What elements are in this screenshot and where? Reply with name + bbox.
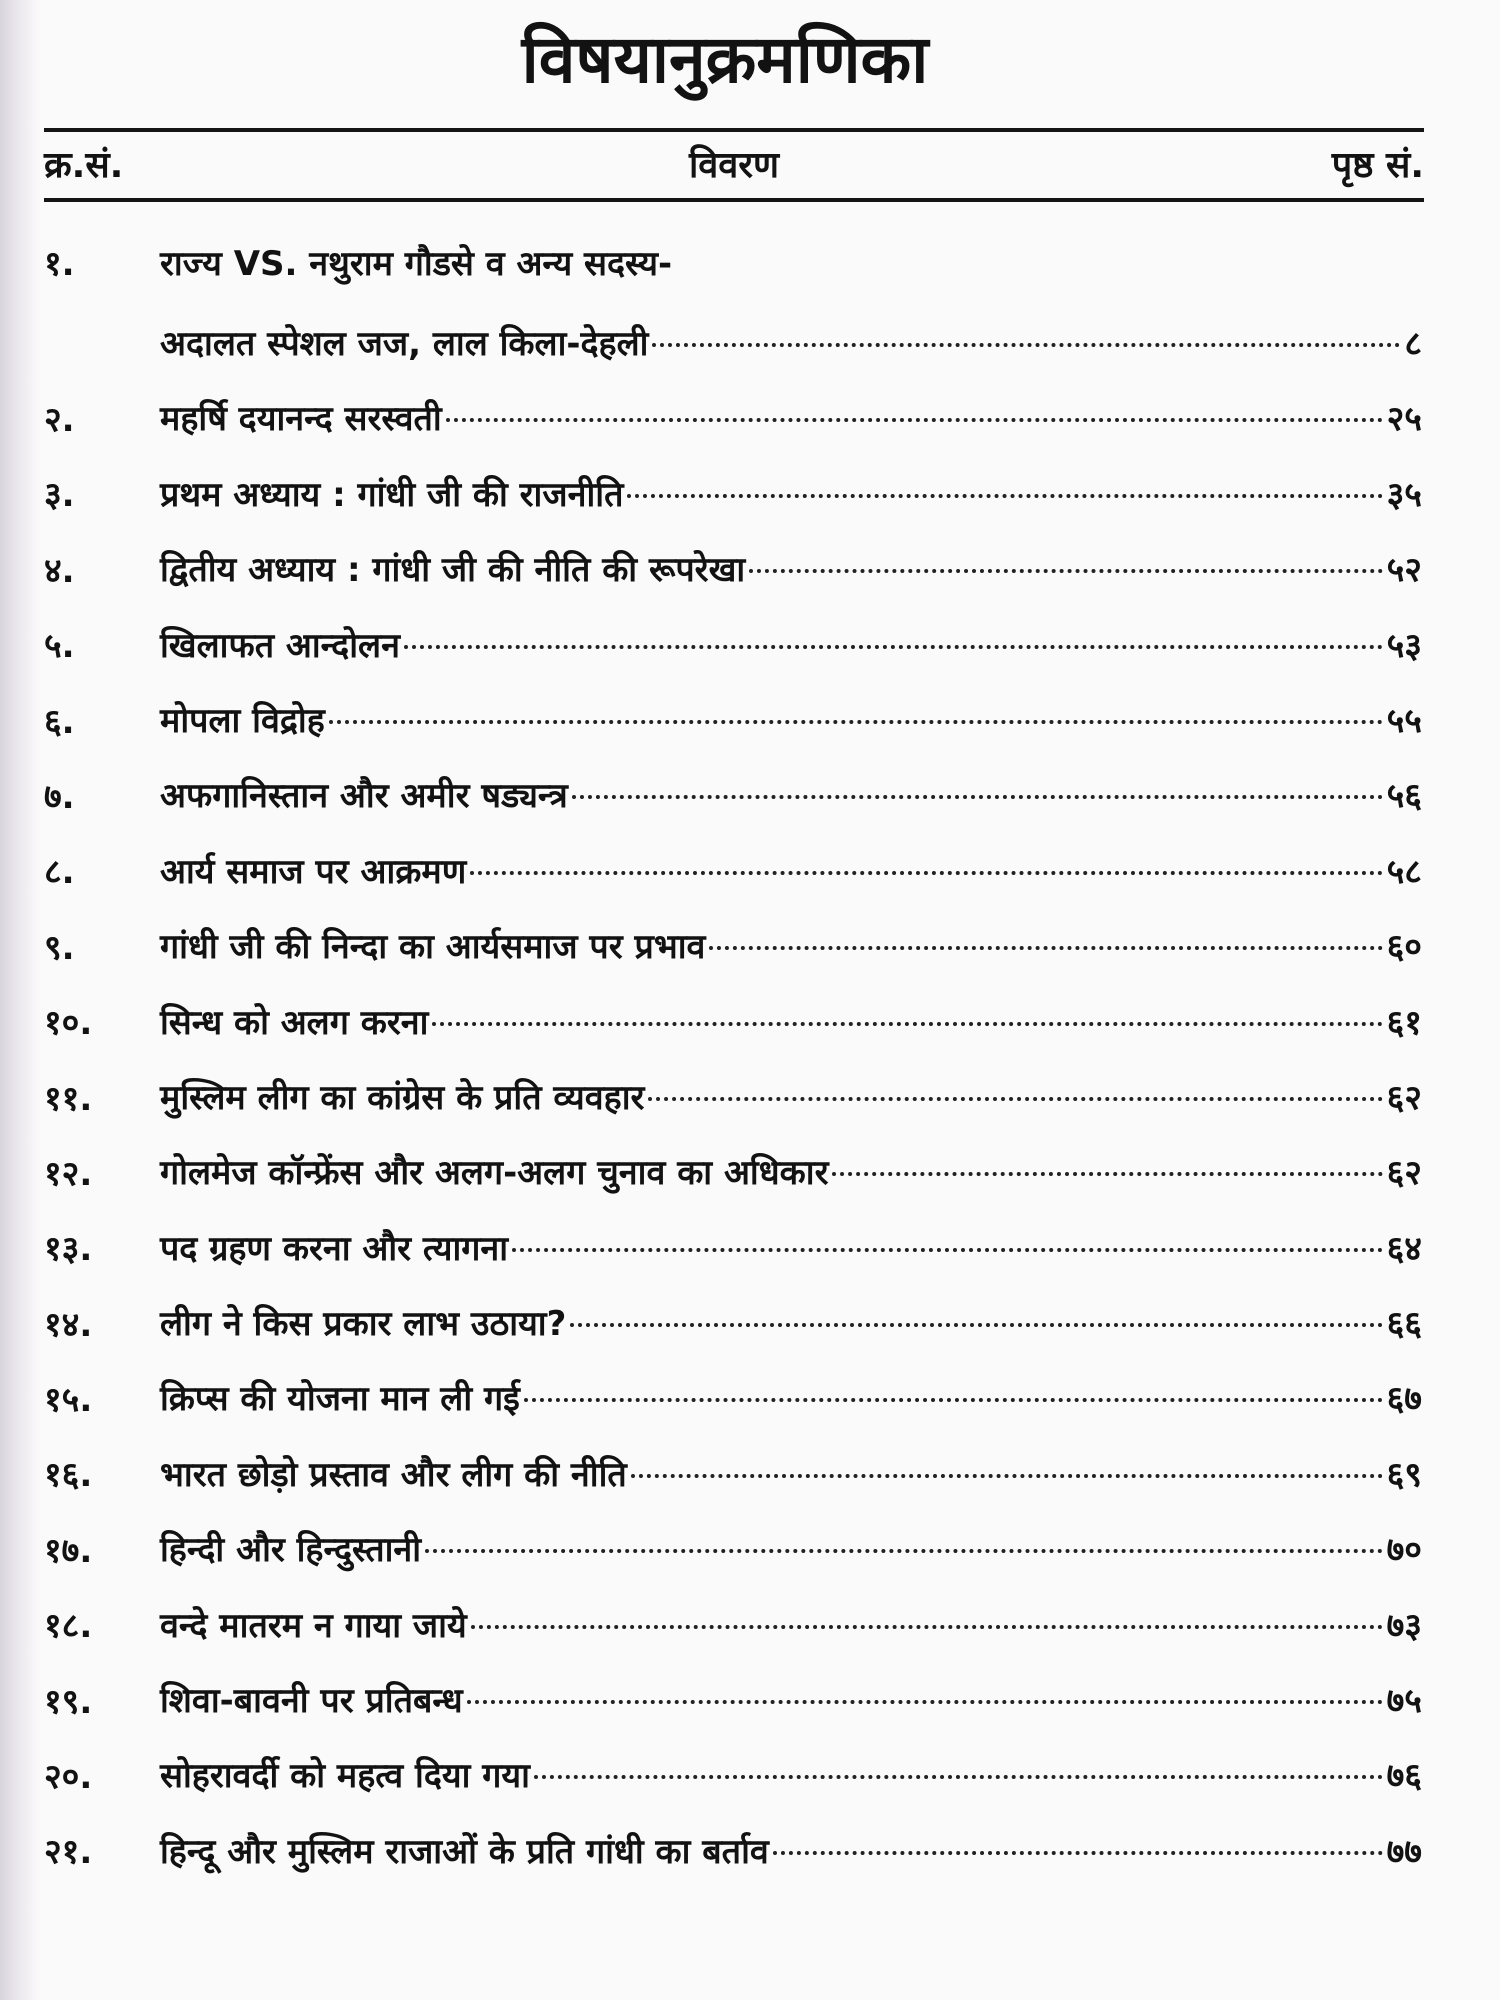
dot-leader (432, 1022, 1382, 1026)
entry-title: मोपला विद्रोह (160, 700, 325, 741)
entry-title: गांधी जी की निन्दा का आर्यसमाज पर प्रभाव (160, 927, 706, 968)
entry-title: आर्य समाज पर आक्रमण (160, 851, 467, 892)
entry-page: ६७ (1386, 1379, 1422, 1420)
entry-line (160, 1286, 1422, 1362)
entry-page: ७६ (1386, 1756, 1422, 1797)
entry-number: १९. (44, 1681, 93, 1722)
toc-list (0, 226, 1500, 1890)
entry-page: ६१ (1386, 1002, 1422, 1043)
dot-leader (512, 1248, 1383, 1252)
entry-title: मुस्लिम लीग का कांग्रेस के प्रति व्यवहार (160, 1077, 645, 1118)
entry-page: ५८ (1386, 851, 1422, 892)
entry-title: वन्दे मातरम न गाया जाये (160, 1605, 467, 1646)
dot-leader (404, 645, 1383, 649)
toc-entry (0, 382, 1500, 457)
header-number: क्र.सं. (44, 145, 124, 186)
toc-entry (0, 1437, 1500, 1512)
dot-leader (425, 1549, 1383, 1553)
entry-title: भारत छोड़ो प्रस्ताव और लीग की नीति (160, 1454, 627, 1495)
entry-number: ३. (44, 475, 75, 516)
entry-number: १०. (44, 1003, 93, 1044)
entry-line (160, 1135, 1422, 1211)
entry-number: १४. (44, 1304, 93, 1345)
dot-leader (709, 946, 1382, 950)
entry-page: ६२ (1386, 1077, 1422, 1118)
entry-page: ५५ (1386, 700, 1422, 741)
dot-leader (467, 1700, 1383, 1704)
dot-leader (534, 1775, 1383, 1779)
entry-number: ९. (44, 927, 75, 968)
toc-entry (0, 608, 1500, 683)
entry-line (160, 758, 1422, 834)
entry-number: २. (44, 400, 75, 440)
entry-page: ६० (1386, 927, 1422, 968)
toc-entry (0, 1739, 1500, 1814)
toc-entry (0, 684, 1500, 759)
dot-leader (627, 494, 1382, 498)
entry-number: १२. (44, 1153, 93, 1194)
entry-title-first-line: राज्य VS. नथुराम गौडसे व अन्य सदस्य- (160, 244, 673, 284)
header-rule (44, 198, 1424, 202)
dot-leader (570, 1323, 1382, 1327)
entry-page: ३५ (1386, 474, 1422, 515)
toc-entry (0, 1287, 1500, 1362)
entry-line (160, 1512, 1422, 1588)
entry-line (160, 1814, 1422, 1890)
dot-leader (524, 1398, 1383, 1402)
entry-title: सिन्ध को अलग करना (160, 1002, 429, 1043)
entry-title: खिलाफत आन्दोलन (160, 625, 400, 666)
dot-leader (773, 1851, 1383, 1855)
entry-line (160, 1361, 1422, 1437)
entry-title: द्वितीय अध्याय : गांधी जी की नीति की रूपरेखा (160, 550, 746, 591)
entry-line (160, 1437, 1422, 1513)
entry-page: ७० (1386, 1530, 1422, 1571)
entry-line (160, 1588, 1422, 1664)
entry-title: अदालत स्पेशल जज, लाल किला-देहली (160, 324, 649, 364)
entry-line (160, 306, 1422, 382)
entry-title: पद ग्रहण करना और त्यागना (160, 1228, 509, 1269)
entry-number: २०. (44, 1757, 93, 1798)
entry-page: ५२ (1386, 550, 1422, 591)
entry-line (160, 1663, 1422, 1739)
entry-number: ८. (44, 852, 75, 893)
entry-number: ४. (44, 550, 75, 591)
entry-number: १८. (44, 1606, 93, 1647)
toc-entry (0, 226, 1500, 382)
entry-page: ६४ (1386, 1228, 1422, 1269)
entry-page: ६२ (1386, 1153, 1422, 1194)
entry-number: ५. (44, 626, 75, 667)
header-description: विवरण (688, 145, 780, 186)
table-header (44, 140, 1424, 192)
toc-entry (0, 834, 1500, 909)
entry-page: ८ (1404, 324, 1422, 364)
dot-leader (329, 720, 1383, 724)
entry-title: क्रिप्स की योजना मान ली गई (160, 1379, 520, 1420)
toc-entry (0, 1588, 1500, 1663)
entry-title: गोलमेज कॉन्फ्रेंस और अलग-अलग चुनाव का अधिकार (160, 1153, 829, 1194)
entry-number: ११. (44, 1078, 93, 1119)
entry-page: ५३ (1386, 625, 1422, 666)
entry-number: ६. (44, 701, 75, 742)
dot-leader (648, 1097, 1382, 1101)
entry-line (160, 608, 1422, 684)
entry-line (160, 909, 1422, 985)
entry-page: ६६ (1386, 1304, 1422, 1345)
entry-number: १६. (44, 1455, 93, 1496)
entry-number: १५. (44, 1380, 93, 1421)
toc-entry (0, 1814, 1500, 1889)
entry-number: १७. (44, 1530, 93, 1571)
entry-page: ७३ (1386, 1605, 1422, 1646)
entry-number: १. (44, 244, 75, 284)
toc-entry (0, 1513, 1500, 1588)
entry-line (160, 985, 1422, 1061)
entry-number: ७. (44, 776, 75, 817)
entry-line (160, 1060, 1422, 1136)
toc-entry (0, 1664, 1500, 1739)
entry-title: हिन्दू और मुस्लिम राजाओं के प्रति गांधी का बर्ताव (160, 1831, 769, 1872)
entry-page: ६९ (1386, 1454, 1422, 1495)
toc-entry (0, 1136, 1500, 1211)
entry-page: ७७ (1386, 1831, 1422, 1872)
entry-title: सोहरावर्दी को महत्व दिया गया (160, 1756, 530, 1797)
top-rule (44, 128, 1424, 132)
entry-page: २५ (1386, 399, 1422, 440)
page-title: विषयानुक्रमणिका (521, 21, 929, 98)
entry-line (160, 1738, 1422, 1814)
header-page: पृष्ठ सं. (1331, 145, 1424, 186)
entry-page: ५६ (1386, 776, 1422, 817)
entry-title: महर्षि दयानन्द सरस्वती (160, 399, 442, 440)
entry-line (160, 1211, 1422, 1287)
toc-entry (0, 1211, 1500, 1286)
dot-leader (832, 1172, 1382, 1176)
dot-leader (471, 1625, 1383, 1629)
entry-line (160, 532, 1422, 608)
dot-leader (749, 569, 1382, 573)
toc-entry (0, 1061, 1500, 1136)
entry-title: शिवा-बावनी पर प्रतिबन्ध (160, 1681, 463, 1722)
toc-entry (0, 457, 1500, 532)
entry-line (160, 381, 1422, 457)
toc-entry (0, 910, 1500, 985)
entry-number: १३. (44, 1229, 93, 1270)
toc-entry (0, 985, 1500, 1060)
dot-leader (470, 871, 1382, 875)
dot-leader (631, 1474, 1383, 1478)
entry-title: अफगानिस्तान और अमीर षड्यन्त्र (160, 776, 568, 817)
entry-number: २१. (44, 1832, 93, 1873)
dot-leader (652, 343, 1400, 347)
entry-line (160, 457, 1422, 533)
toc-entry (0, 759, 1500, 834)
entry-line (160, 683, 1422, 759)
dot-leader (572, 795, 1383, 799)
entry-line (160, 834, 1422, 910)
entry-title: हिन्दी और हिन्दुस्तानी (160, 1530, 422, 1571)
entry-title: प्रथम अध्याय : गांधी जी की राजनीति (160, 474, 624, 515)
toc-entry (0, 533, 1500, 608)
toc-entry (0, 1362, 1500, 1437)
entry-title: लीग ने किस प्रकार लाभ उठाया? (160, 1304, 567, 1345)
entry-page: ७५ (1386, 1681, 1422, 1722)
dot-leader (446, 418, 1383, 422)
